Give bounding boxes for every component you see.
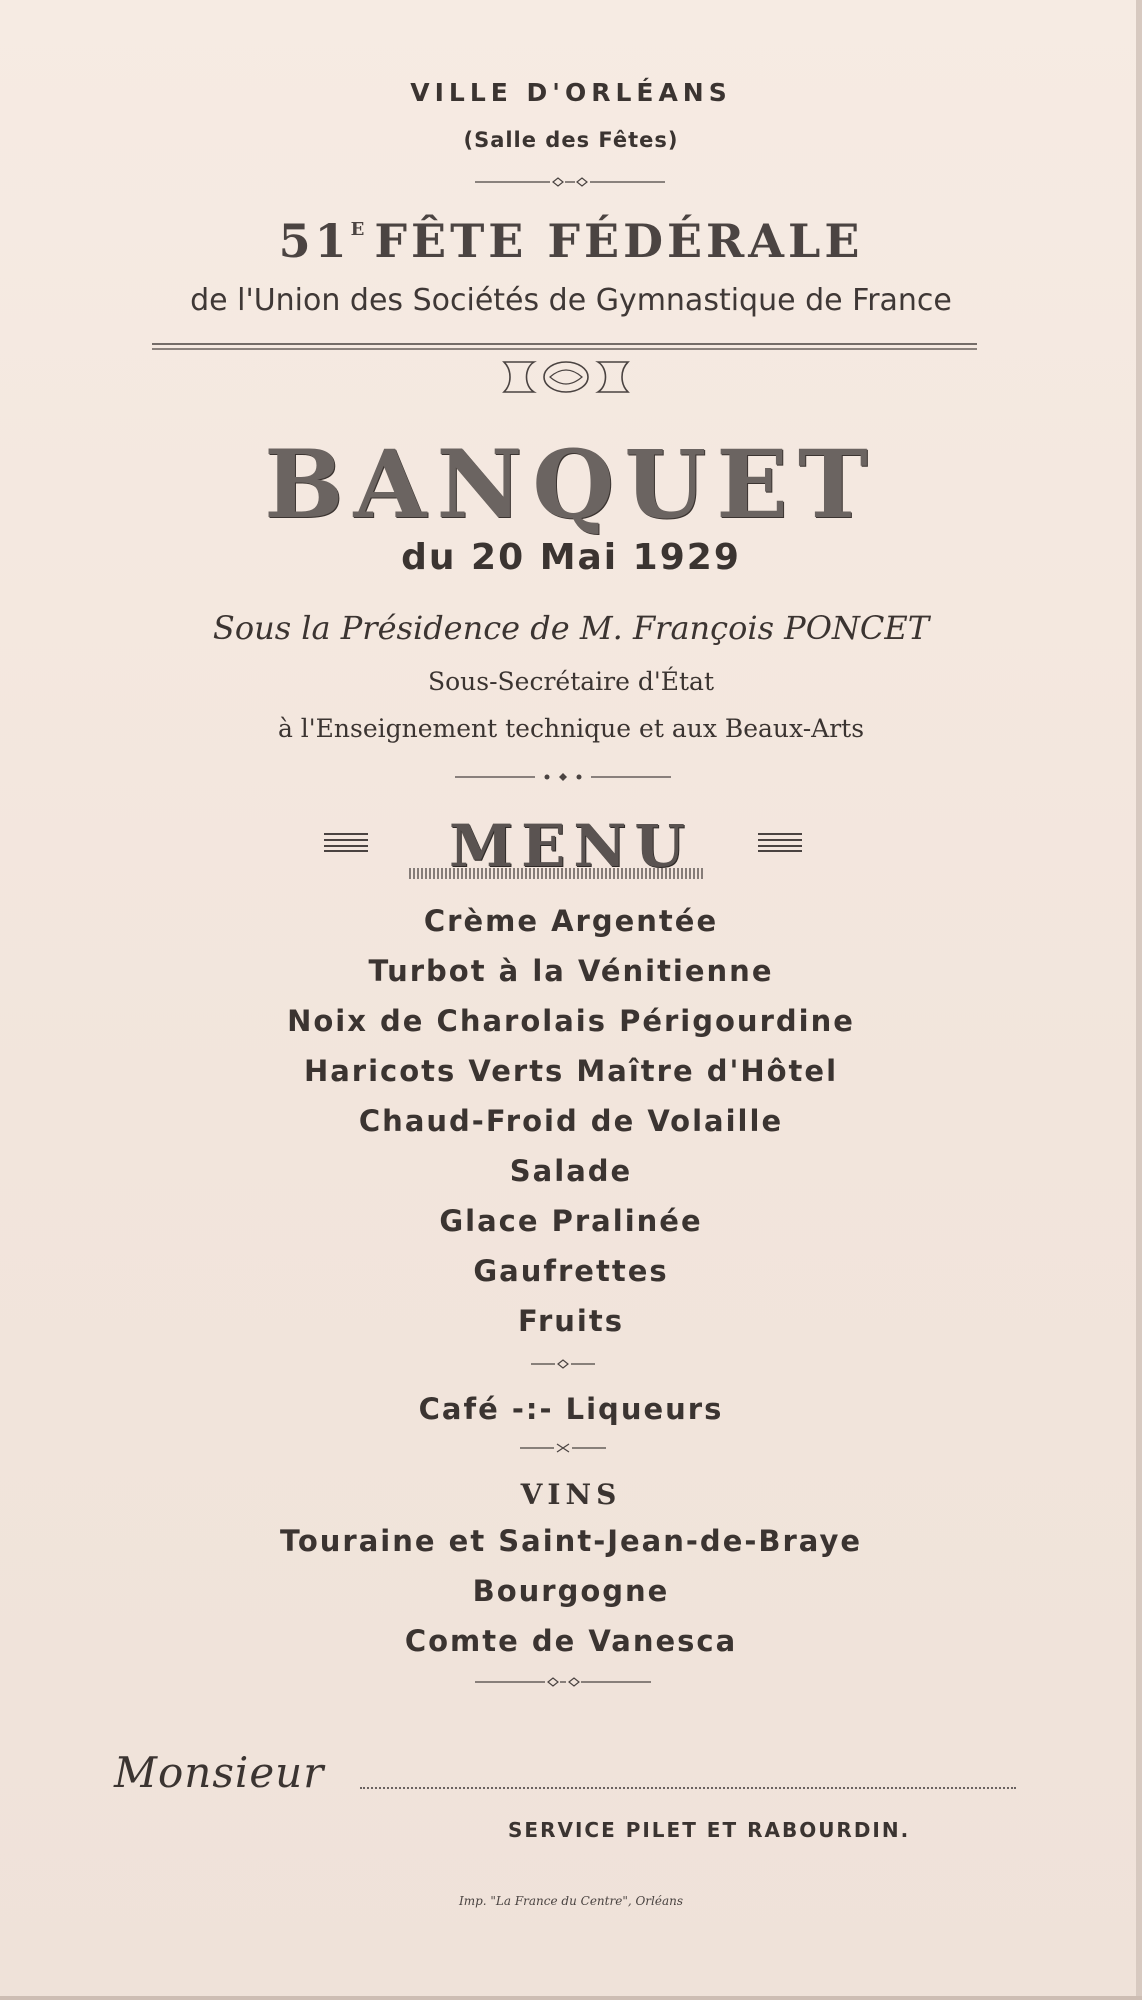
double-rule — [152, 342, 977, 352]
wines-title: VINS — [520, 1478, 622, 1511]
presidency-line: Sous la Présidence de M. François PONCET — [212, 609, 930, 647]
wine-item: Bourgogne — [472, 1574, 670, 1608]
menu-item: Chaud-Froid de Volaille — [358, 1104, 784, 1138]
federal-festival-title — [0, 214, 1142, 268]
banquet-date: du 20 Mai 1929 — [401, 537, 741, 578]
printer-credit: Imp. "La France du Centre", Orléans — [458, 1894, 684, 1908]
caterer-credit: SERVICE PILET ET RABOURDIN. — [508, 1818, 911, 1842]
dotted-divider-ornament — [455, 771, 671, 783]
guest-salutation: Monsieur — [114, 1748, 325, 1797]
menu-underline-comb — [410, 868, 706, 880]
menu-item: Crème Argentée — [423, 904, 719, 938]
city-heading: VILLE D'ORLÉANS — [410, 78, 732, 107]
wine-item: Touraine et Saint-Jean-de-Braye — [279, 1524, 863, 1558]
union-subtitle: de l'Union des Sociétés de Gymnastique de France — [190, 283, 952, 318]
festival-number-superscript: E — [350, 219, 369, 240]
guest-name-dotted-line — [360, 1787, 1016, 1789]
festival-number: 51 — [278, 214, 351, 268]
small-divider-ornament — [531, 1358, 595, 1370]
menu-item: Noix de Charolais Périgourdine — [287, 1004, 855, 1038]
presidency-role-1: Sous-Secrétaire d'État — [428, 667, 714, 696]
menu-item: Haricots Verts Maître d'Hôtel — [303, 1054, 839, 1088]
menu-item: Gaufrettes — [473, 1254, 669, 1288]
small-divider-ornament — [520, 1442, 606, 1454]
wine-item: Comte de Vanesca — [404, 1624, 738, 1658]
festival-title-text: FÊTE FÉDÉRALE — [374, 214, 864, 268]
banquet-title: BANQUET — [264, 430, 878, 540]
menu-item: Fruits — [518, 1304, 624, 1338]
scroll-ornament — [500, 356, 632, 398]
menu-item: Glace Pralinée — [439, 1204, 703, 1238]
small-divider-ornament — [475, 176, 665, 188]
venue-subheading: (Salle des Fêtes) — [463, 128, 679, 152]
paper-edge-bottom — [0, 1996, 1142, 2000]
small-divider-ornament — [475, 1676, 651, 1688]
menu-item: Salade — [509, 1154, 633, 1188]
cafe-liqueurs: Café -:- Liqueurs — [418, 1392, 724, 1426]
presidency-role-2: à l'Enseignement technique et aux Beaux-Arts — [277, 714, 865, 743]
menu-item: Turbot à la Vénitienne — [368, 954, 774, 988]
menu-title: MENU — [448, 812, 693, 880]
